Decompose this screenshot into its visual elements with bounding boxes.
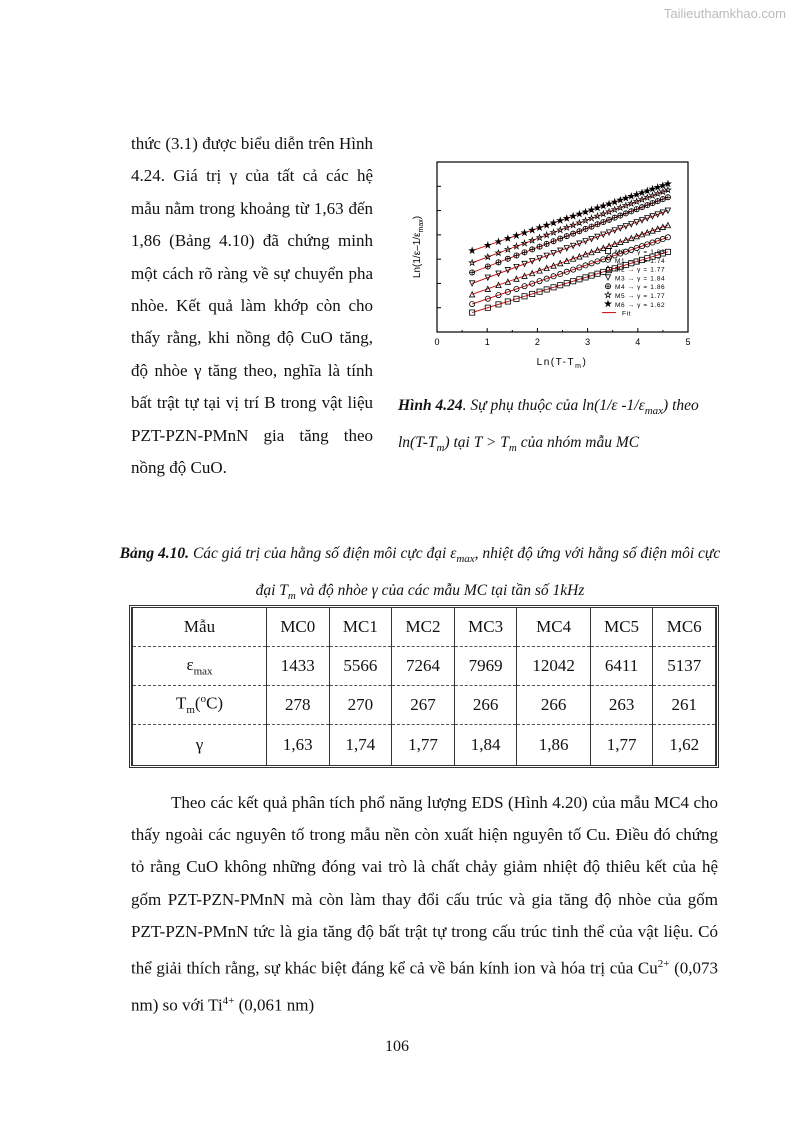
x-tick-label: 2 [534,337,540,347]
figure-caption-sub-3: m [508,442,517,455]
table-caption-sub-2: m [287,590,296,603]
table-header-row [133,608,716,647]
x-tick-label: 1 [484,337,490,347]
data-point [639,190,645,196]
data-point [514,232,520,238]
table-cell: 266 [454,686,517,725]
table-header-cell: MC6 [653,608,716,647]
data-point [665,249,670,254]
data-table [132,608,716,765]
data-point [650,186,656,192]
data-point [605,301,611,307]
table-cell: 1,63 [267,725,330,766]
data-point [665,223,670,228]
body-sup-1: 2+ [657,958,670,971]
row-label-paren: ( [194,694,201,714]
data-point [570,213,576,219]
data-point [665,181,671,187]
table-cell: 1433 [267,647,330,686]
data-point [665,208,670,213]
legend-entry: M1 → γ = 1.74 [615,257,666,265]
table-caption-sub-1: max [456,553,475,566]
data-point [595,205,601,211]
table-cell: 5137 [653,647,716,686]
figure-caption-text-3: ) tại T > T [444,434,509,452]
row-label-text: ε [186,654,194,674]
data-point [617,197,623,203]
legend-entry: M2 → γ = 1.77 [615,266,666,274]
data-point [505,235,511,241]
figure-caption-label: Hình 4.24 [398,397,463,414]
chart-svg [400,157,720,382]
legend-entry: M0 → γ = 1.63 [615,249,666,256]
data-point [529,227,535,233]
table-header-cell: MC4 [517,608,590,647]
data-point [600,203,606,209]
table-caption-text-2: , nhiệt độ ứng với hằng số điện môi cực đại T [255,545,721,600]
left-paragraph-block [131,128,373,484]
table-cell: 1,62 [653,725,716,766]
data-point [660,182,666,188]
data-point [496,239,502,245]
table-header-cell: MC5 [590,608,653,647]
data-point [583,209,589,215]
table-cell: 270 [329,686,392,725]
data-point [522,230,528,236]
table-header-cell: MC0 [267,608,330,647]
x-ticks [434,328,690,347]
page-number: 106 [385,1038,409,1055]
table-row [133,647,716,686]
legend-fit-label: Fit [622,310,632,318]
table-cell: 7969 [454,647,517,686]
data-point [551,220,557,226]
x-tick-label: 4 [635,337,641,347]
data-point [655,184,661,190]
watermark: Tailieuthamkhao.com [663,6,786,21]
y-axis-label: $Ln(1/\varepsilon-1/\varepsilon_{max})$ [412,215,425,279]
x-tick-label: 3 [585,337,591,347]
y-ticks [437,162,441,332]
data-point [665,187,671,193]
row-label-gamma: γ [133,725,267,766]
table-cell: 1,74 [329,725,392,766]
data-point [605,248,610,253]
body-paragraph-block [131,787,718,1022]
table-header-cell: MC3 [454,608,517,647]
figure-caption [398,390,728,464]
table-row [133,725,716,766]
table-header-cell: MC2 [392,608,455,647]
table-cell: 1,86 [517,725,590,766]
data-point [623,195,629,201]
figure-caption-text-1: . Sự phụ thuộc của ln(1/ε -1/ε [462,397,645,414]
data-point [557,217,563,223]
data-point [628,193,634,199]
row-label-sub: m [186,704,195,717]
table-cell: 261 [653,686,716,725]
table-cell: 6411 [590,647,653,686]
table-cell: 267 [392,686,455,725]
table-cell: 266 [517,686,590,725]
figure-4-24 [400,157,720,382]
legend-entry: M5 → γ = 1.77 [615,293,666,300]
data-point [537,225,543,231]
data-point [665,235,670,240]
x-tick-label: 0 [434,337,440,347]
row-label-sub: max [193,665,213,678]
table-cell: 263 [590,686,653,725]
figure-caption-text-2: ) theo ln(T-T [398,397,699,452]
row-label-sup: o [200,693,207,706]
data-point [544,222,550,228]
row-label-emax [133,647,267,686]
table-cell: 1,84 [454,725,517,766]
data-point [605,292,611,298]
legend-entry: M4 → γ = 1.86 [615,284,666,292]
table-cell: 12042 [517,647,590,686]
table-cell: 1,77 [392,725,455,766]
row-label-tail: C) [206,694,224,714]
table-caption [110,538,730,612]
data-point [606,201,612,207]
row-label-text: T [175,694,187,714]
data-point [634,191,640,197]
data-point [469,248,475,254]
data-point [644,188,650,194]
table-header-cell: MC1 [329,608,392,647]
table-caption-text-1: Các giá trị của hằng số điện môi cực đại ε [189,545,457,562]
figure-caption-sub-1: max [644,405,664,418]
table-row [133,686,716,725]
data-point [485,242,491,248]
table-cell: 5566 [329,647,392,686]
legend-entry: M6 → γ = 1.62 [615,301,666,309]
data-point [605,275,610,280]
body-sup-2: 4+ [222,994,235,1007]
data-point [589,207,595,213]
x-tick-label: 5 [685,337,691,347]
body-paragraph [131,787,718,1022]
data-point [612,199,618,205]
table-header-cell: Mẫu [133,608,267,647]
table-caption-text-3: và độ nhòe γ của các mẫu MC tại tần số 1kHz [295,582,585,600]
figure-caption-sub-2: m [436,442,445,455]
row-label-tm [133,686,267,725]
legend-entry: M3 → γ = 1.84 [615,275,666,283]
body-text-2: (0,073 nm) so với Ti [131,958,718,1015]
data-point [576,211,582,217]
left-paragraph: thức (3.1) được biểu diễn trên Hình 4.24. Giá trị γ của tất cả các hệ mẫu nằm trong khoảng từ 1,63 đến 1,86 (Bảng 4.10) đã chứng minh một cách rõ ràng về sự chuyển pha nhòe. Kết quả làm khớp còn cho thấy rằng, khi nồng độ CuO tăng, độ nhòe γ tăng theo, nghĩa là tính bất trật tự tại vị trí B trong vật liệu PZT-PZN-PMnN gia tăng theo nồng độ CuO. [131,134,373,478]
table-caption-label: Bảng 4.10. [119,545,190,562]
body-text-1: Theo các kết quả phân tích phổ năng lượng EDS (Hình 4.20) của mẫu MC4 cho thấy ngoài các nguyên tố trong mẫu nền còn xuất hiện nguyên tố Cu. Điều đó chứng tỏ rằng CuO không những đóng vai trò là chất chảy giảm nhiệt độ thiêu kết của hệ gốm PZT-PZN-PMnN mà còn làm thay đổi cấu trúc và gia tăng độ nhòe của gốm PZT-PZN-PMnN tức là gia tăng độ bất trật tự trong cấu trúc tinh thể của vật liệu. Có thể giải thích rằng, sự khác biệt đáng kể cả về bán kính ion và hóa trị của Cu [131,793,718,978]
table-cell: 7264 [392,647,455,686]
table-cell: 1,77 [590,725,653,766]
table-cell: 278 [267,686,330,725]
x-axis-label: $Ln(T-T_m)$ [536,357,588,370]
figure-caption-text-4: của nhóm mẫu MC [516,434,640,452]
body-text-3: (0,061 nm) [234,995,315,1015]
data-point [564,215,570,221]
